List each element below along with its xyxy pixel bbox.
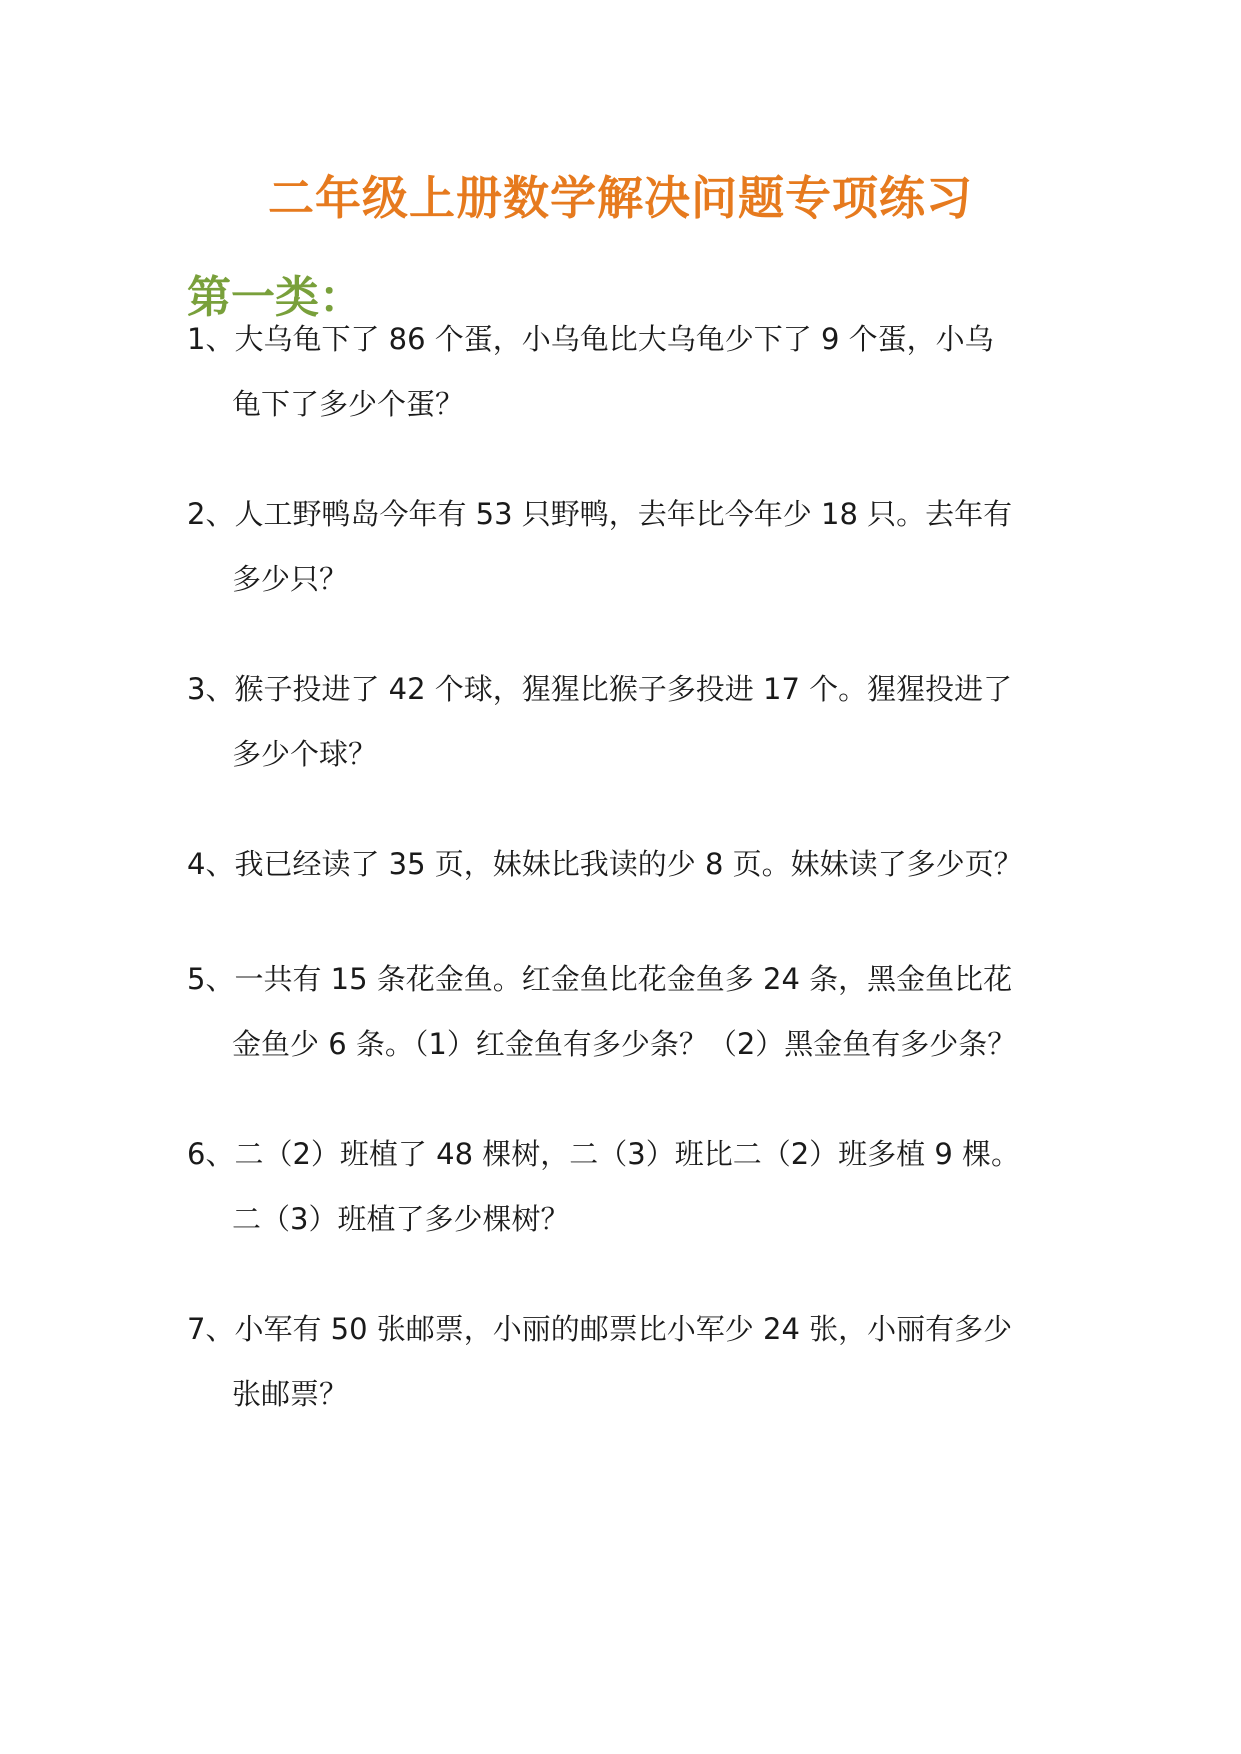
question-6	[187, 1122, 1021, 1252]
question-1-line-2: 龟下了多少个蛋？	[232, 387, 465, 421]
question-5-line-1: 5、一共有 15 条花金鱼。红金鱼比花金鱼多 24 条，黑金鱼比花	[187, 962, 1013, 996]
question-3	[187, 657, 1013, 787]
question-5	[187, 947, 1017, 1077]
question-6-line-2: 二（3）班植了多少棵树？	[232, 1202, 570, 1236]
question-6-line-1: 6、二（2）班植了 48 棵树，二（3）班比二（2）班多植 9 棵。	[187, 1137, 1021, 1171]
question-4	[187, 832, 1023, 897]
question-1	[187, 307, 1007, 437]
question-2	[187, 482, 1013, 612]
question-7-line-1: 7、小军有 50 张邮票，小丽的邮票比小军少 24 张，小丽有多少	[187, 1312, 1013, 1346]
question-7	[187, 1297, 1013, 1427]
question-2-line-2: 多少只？	[232, 562, 349, 596]
page-title: 二年级上册数学解决问题专项练习	[268, 171, 973, 225]
question-3-line-1: 3、猴子投进了 42 个球，猩猩比猴子多投进 17 个。猩猩投进了	[187, 672, 1013, 706]
question-4-line-1: 4、我已经读了 35 页，妹妹比我读的少 8 页。妹妹读了多少页？	[187, 847, 1023, 881]
question-2-line-1: 2、人工野鸭岛今年有 53 只野鸭，去年比今年少 18 只。去年有	[187, 497, 1013, 531]
question-3-line-2: 多少个球？	[232, 737, 378, 771]
question-7-line-2: 张邮票？	[232, 1377, 349, 1411]
section-heading: 第一类：	[187, 272, 363, 323]
question-1-line-1: 1、大乌龟下了 86 个蛋，小乌龟比大乌龟少下了 9 个蛋，小乌	[187, 322, 994, 356]
question-5-line-2: 金鱼少 6 条。（1）红金鱼有多少条？（2）黑金鱼有多少条？	[232, 1027, 1017, 1061]
